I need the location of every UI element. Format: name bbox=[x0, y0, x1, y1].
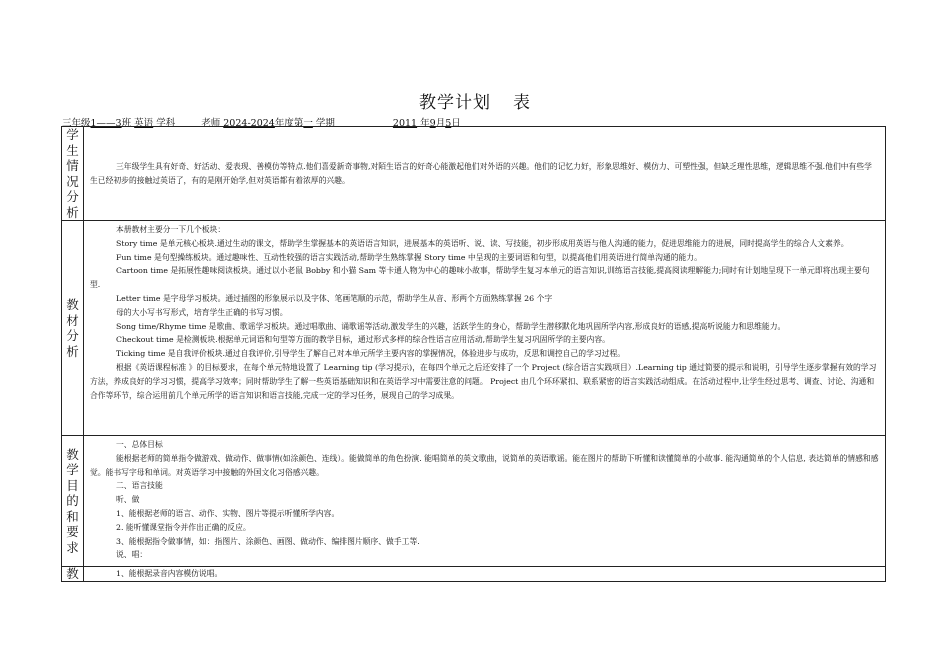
subject: 英语 bbox=[134, 118, 154, 129]
year-suffix: 年度第 bbox=[274, 118, 304, 129]
date-month: 9 bbox=[429, 118, 436, 129]
row-student-analysis bbox=[62, 127, 886, 221]
label-char: 教 bbox=[66, 297, 79, 312]
content-teaching-goals bbox=[84, 436, 886, 567]
date-day: 5 bbox=[445, 118, 452, 129]
label-char: 和 bbox=[66, 508, 79, 524]
label-char: 教 bbox=[66, 566, 79, 581]
label-char: 目 bbox=[66, 477, 79, 493]
date-year: 2011 bbox=[392, 118, 418, 129]
row-teaching-goals bbox=[62, 436, 886, 567]
list-item: 1、能根据录音内容模仿说唱。 bbox=[116, 569, 223, 578]
term-suffix: 学期 bbox=[315, 118, 335, 129]
label-char: 材 bbox=[66, 312, 79, 328]
label-char: 析 bbox=[66, 343, 79, 359]
grade: 三年级 bbox=[62, 118, 91, 129]
list-item: 3、能根据指令做事情，如：指图片、涂颜色、画图、做动作、编排图片顺序、做手工等. bbox=[116, 536, 420, 546]
teacher-label: 老师 bbox=[201, 118, 221, 129]
term: 一 bbox=[303, 118, 313, 129]
subheading: 听、做 bbox=[116, 495, 140, 505]
paragraph: Fun time 是句型操练板块。通过趣味性、互动性较强的语言实践活动,帮助学生熟练掌握 Story time 中呈现的主要词语和句型，以提高他们用英语进行简单沟通的能力。 bbox=[116, 252, 702, 262]
content-material-analysis bbox=[84, 221, 886, 436]
paragraph: 能根据老师的简单指令做游戏、做动作、做事情(如涂颜色、连线）。能做简单的角色扮演. 能唱简单的英文歌曲，说简单的英语歌谣。能在图片的帮助下听懂和读懂简单的小故事. 能沟通简单的个人信息, 表达简单的情感和感觉。能书写字母和单词。对英语学习中接触的外国文化习俗感兴趣。 bbox=[90, 453, 879, 477]
row-teaching-continued bbox=[62, 567, 886, 582]
paragraph: Cartoon time 是拓展性趣味阅读板块。通过以小老鼠 Bobby 和小猫 Sam 等卡通人物为中心的趣味小故事，帮助学生复习本单元的语言知识,训练语言技能,提高阅读理解能力;同时有计划地呈现下一单元即将出现主要句型. bbox=[90, 266, 870, 290]
label-teaching-continued bbox=[62, 567, 84, 582]
label-material-analysis bbox=[62, 221, 84, 436]
row-material-analysis bbox=[62, 221, 886, 436]
paragraph: 母的大小写书写形式，培育学生正确的书写习惯。 bbox=[116, 307, 288, 317]
subject-suffix: 学科 bbox=[156, 118, 176, 129]
paragraph: 根据《英语课程标准 》的目标要求，在每个单元特地设置了 Learning tip (学习提示)，在每四个单元之后还安排了一个 Project (综合语言实践项目）.Learning tip 通过简要的提示和说明，引导学生逐步掌握有效的学习方法，养成良好的学习习惯，提高学习效率；同时帮助学生了解一些英语基础知识和在英语学习中需要注意的问题。 Project 由几个环环紧扣、联系紧密的语言实践活动组成。在活动过程中,让学生经过思考、调查、讨论、沟通和合作等环节，综合运用前几个单元所学的语言知识和语言技能,完成一定的学习任务，展现自己的学习成果。 bbox=[90, 362, 877, 400]
label-char: 生 bbox=[66, 142, 79, 158]
label-char: 学 bbox=[66, 127, 79, 142]
date-day-suffix: 日 bbox=[451, 118, 461, 129]
content-student-analysis bbox=[84, 127, 886, 221]
paragraph: Song time/Rhyme time 是歌曲、歌谣学习板块。通过唱歌曲、诵歌谣等活动,激发学生的兴趣，活跃学生的身心，帮助学生潜移默化地巩固所学内容,形成良好的语感,提高听说能力和思维能力。 bbox=[116, 321, 786, 331]
class-suffix: 班 bbox=[121, 118, 132, 129]
label-char: 情 bbox=[66, 158, 79, 173]
subheading: 说、唱： bbox=[116, 550, 148, 560]
paragraph: Ticking time 是自我评价板块.通过自我评价,引导学生了解自己对本单元所学主要内容的掌握情况，体验进步与成功，反思和调控自己的学习过程。 bbox=[116, 349, 626, 359]
page-title bbox=[0, 88, 950, 113]
label-char: 学 bbox=[66, 462, 79, 478]
paragraph: Story time 是单元核心板块.通过生动的课文，帮助学生掌握基本的英语语言知识，进展基本的英语听、说、读、写技能，初步形成用英语与他人沟通的能力，促进思维能力的进展，同时提高学生的综合人文素养。 bbox=[116, 238, 849, 248]
school-year: 2024-2024 bbox=[223, 118, 275, 129]
paragraph: 三年级学生具有好奇、好活动、爱表现、善模仿等特点.他们喜爱新奇事物,对陌生语言的好奇心能激起他们对外语的兴趣。他们的记忆力好，形象思维好、模仿力、可塑性强，但缺乏理性思维，逻辑思维不强.他们中有些学生已经初步的接触过英语了，有的是刚开始学,但对英语都有着浓厚的兴趣。 bbox=[90, 161, 872, 185]
list-item: 2. 能听懂课堂指令并作出正确的反应。 bbox=[116, 522, 251, 532]
title-main: 教学计划 bbox=[419, 93, 491, 113]
label-student-analysis bbox=[62, 127, 84, 221]
heading-overall-goals: 一、总体目标 bbox=[116, 440, 163, 449]
label-char: 教 bbox=[66, 446, 79, 462]
label-char: 分 bbox=[66, 328, 79, 343]
paragraph: Letter time 是字母学习板块。通过插图的形象展示以及字体、笔画笔顺的示范，帮助学生从音、形两个方面熟练掌握 26 个字 bbox=[116, 293, 553, 303]
label-char: 况 bbox=[66, 173, 79, 189]
label-char: 分 bbox=[66, 189, 79, 204]
classes: 1——3 bbox=[90, 118, 122, 129]
content-teaching-continued bbox=[84, 567, 886, 582]
date-month-suffix: 月 bbox=[435, 118, 446, 129]
label-char: 析 bbox=[66, 204, 79, 220]
heading-language-skills: 二、语言技能 bbox=[116, 481, 163, 491]
label-char: 求 bbox=[66, 539, 79, 555]
paragraph: Checkout time 是检测板块.根据单元词语和句型等方面的教学目标，通过形式多样的综合性语言应用活动,帮助学生复习巩固所学的主要内容。 bbox=[116, 335, 610, 345]
label-teaching-goals bbox=[62, 436, 84, 567]
list-item: 1、能根据老师的语言、动作、实物、图片等提示听懂所学内容。 bbox=[116, 508, 340, 518]
label-char: 要 bbox=[66, 524, 79, 540]
label-char: 的 bbox=[66, 493, 79, 509]
paragraph: 本册教材主要分一下几个板块： bbox=[116, 225, 226, 234]
title-suffix: 表 bbox=[513, 93, 531, 113]
date-year-suffix: 年 bbox=[420, 118, 430, 129]
plan-table bbox=[61, 126, 886, 582]
